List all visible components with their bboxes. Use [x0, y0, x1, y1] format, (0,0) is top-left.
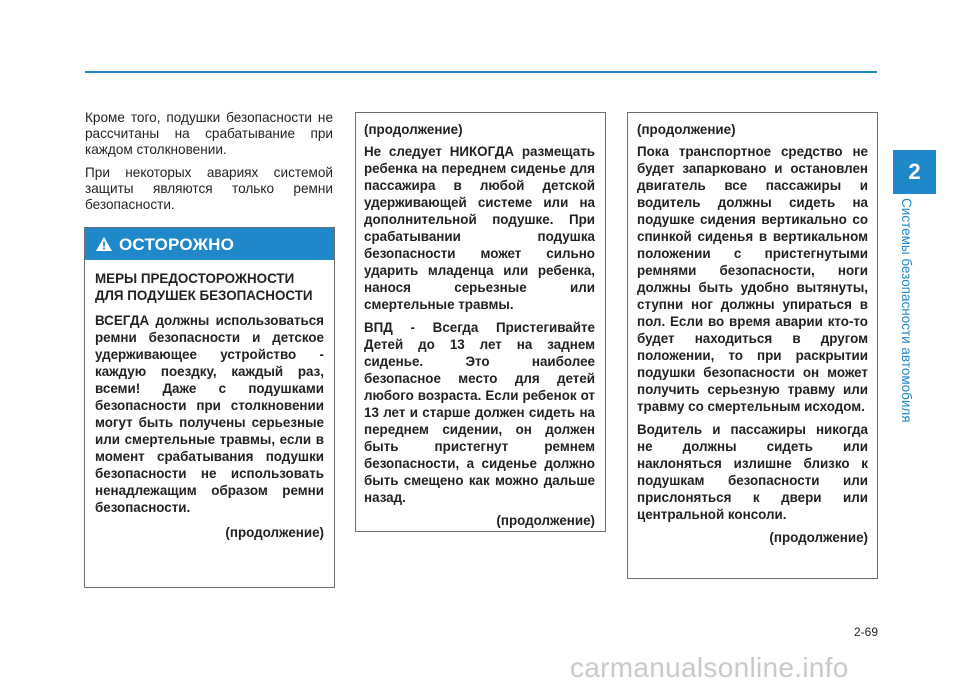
right-paragraph-1: Пока транспортное средство не будет запарковано и остановлен двигатель все пассажиры и водитель должны сидеть на подушке сидения вертикально со спинкой сиденья в вертикальном положении с пристегнутыми ремнями безопасности, ноги должны быть удобно вытянуты, ступни ног должны упираться в пол. Если во время аварии кто-то будет находиться в другом положении, то при раскрытии подушки безопасности он может получить серьезную травму или травму со смертельным исходом. [637, 144, 868, 414]
chapter-title: Системы безопасности автомобиля [899, 198, 914, 423]
warning-box [84, 227, 335, 588]
warning-paragraph: ВСЕГДА должны использоваться ремни безопасности и детское удерживающее устройство - каждую поездку, каждый раз, всеми! Даже с подушками безопасности при столкновении могут быть получены серьезные или смертельные травмы, если в момент срабатывания подушки безопасности не использовать ненадлежащим образом ремни безопасности. [95, 313, 324, 515]
middle-paragraph-2: ВПД - Всегда Пристегивайте Детей до 13 лет на заднем сиденье. Это наиболее безопасное место для детей любого возраста. Если ребенок от 13 лет и старше должен сидеть на переднем сидении, он должен быть пристегнут ремнем безопасности, а сиденье должно быть смещено как можно дальше назад. [364, 320, 595, 505]
page-number: 2-69 [853, 625, 878, 639]
warning-continued: (продолжение) [225, 525, 324, 540]
right-paragraph-2: Водитель и пассажиры никогда не должны сидеть или наклоняться излишне близко к подушкам безопасности или прислоняться к двери или центральной консоли. [637, 422, 868, 522]
warning-label: ОСТОРОЖНО [119, 234, 235, 254]
warning-triangle-icon [95, 236, 113, 252]
intro-paragraph-2: При некоторых авариях системой защиты являются только ремни безопасности. [85, 165, 333, 212]
middle-box [355, 112, 606, 532]
header-rule [85, 71, 877, 73]
watermark: carmanualsonline.info [570, 652, 849, 683]
right-heading: (продолжение) [637, 122, 736, 137]
warning-header [85, 228, 334, 260]
chapter-tab: 2 [893, 150, 936, 194]
intro-paragraph-1: Кроме того, подушки безопасности не рассчитаны на срабатывание при каждом столкновении. [85, 110, 333, 157]
right-box [627, 112, 878, 579]
middle-heading: (продолжение) [364, 122, 463, 137]
warning-heading: МЕРЫ ПРЕДОСТОРОЖНОСТИ ДЛЯ ПОДУШЕК БЕЗОПАСНОСТИ [95, 271, 313, 303]
intro-text [85, 110, 333, 220]
middle-continued: (продолжение) [496, 513, 595, 528]
middle-paragraph-1: Не следует НИКОГДА размещать ребенка на переднем сиденье для пассажира в любой детской удерживающей системе или на дополнительной подушке. При срабатывании подушка безопасности может сильно ударить младенца или ребенка, нанося серьезные или смертельные травмы. [364, 144, 595, 312]
warning-body [85, 260, 334, 541]
right-continued: (продолжение) [769, 530, 868, 545]
